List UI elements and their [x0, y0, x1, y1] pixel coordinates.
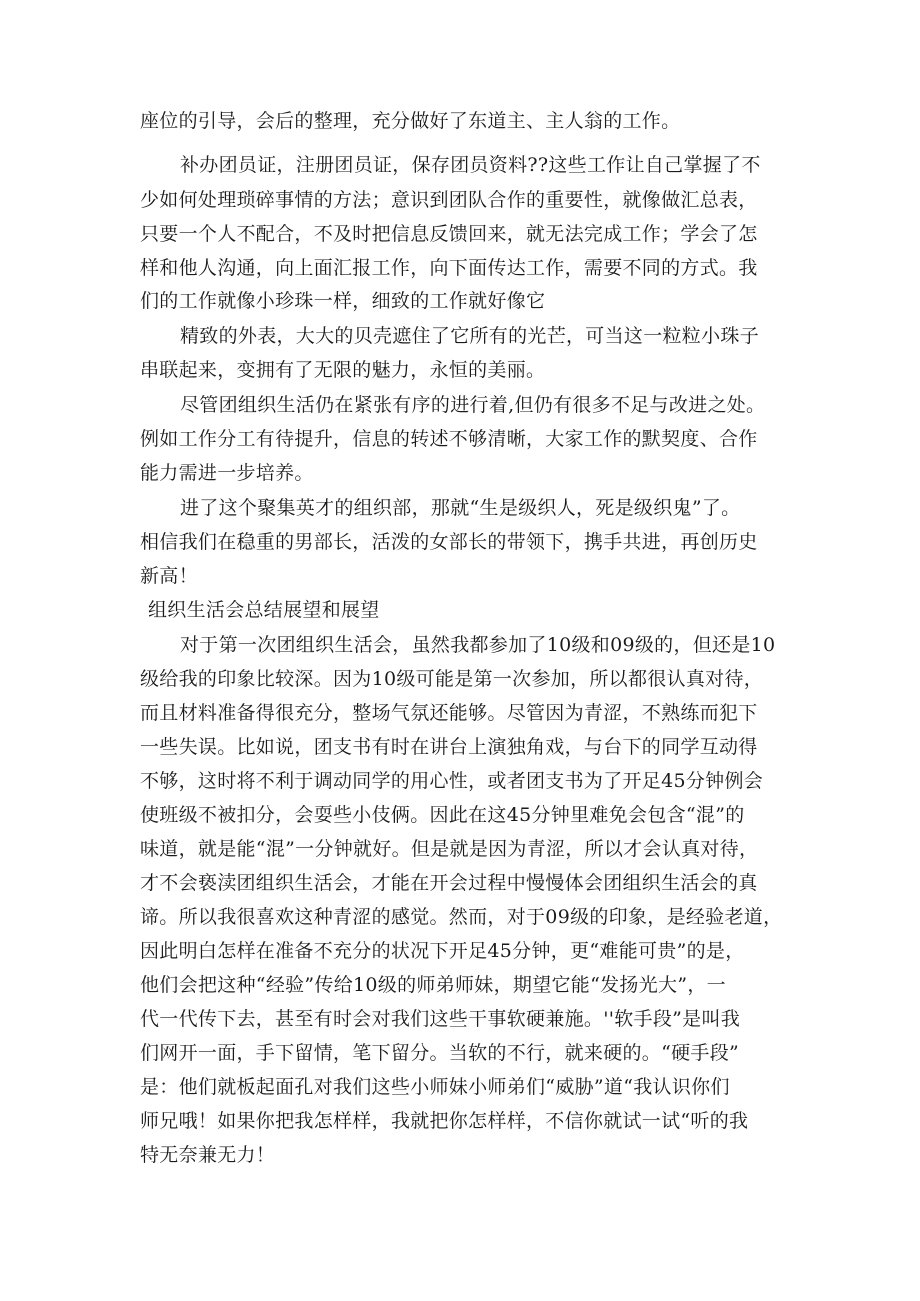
text-line: 而且材料准备得很充分，整场气氛还能够。尽管因为青涩，不熟练而犯下 — [140, 702, 758, 724]
text-line: 样和他人沟通，向上面汇报工作，向下面传达工作，需要不同的方式。我 — [140, 257, 758, 279]
paragraph-start-line: 补办团员证，注册团员证，保存团员资料??这些工作让自己掌握了不 — [180, 154, 761, 176]
text-line: 不够，这时将不利于调动同学的用心性，或者团支书为了开足45分钟例会 — [140, 770, 764, 792]
text-line: 相信我们在稳重的男部长，活泼的女部长的带领下，携手共进，再创历史 — [140, 531, 758, 553]
text-line: 座位的引导，会后的整理，充分做好了东道主、主人翁的工作。 — [140, 110, 681, 132]
text-line: 使班级不被扣分，会耍些小伎俩。因此在这45分钟里难免会包含“混”的 — [140, 804, 745, 826]
text-line: 能力需进一步培养。 — [140, 462, 314, 484]
text-line: 特无奈兼无力！ — [140, 1144, 276, 1166]
text-line: 因此明白怎样在准备不充分的状况下开足45分钟，更“难能可贵”的是， — [140, 940, 745, 962]
paragraph-start-line: 精致的外表，大大的贝壳遮住了它所有的光芒，可当这一粒粒小珠子 — [180, 325, 760, 347]
paragraph-start-line: 尽管团组织生活仍在紧张有序的进行着,但仍有很多不足与改进之处。 — [180, 394, 766, 416]
text-line: 味道，就是能“混”一分钟就好。但是就是因为青涩，所以才会认真对待， — [140, 838, 759, 860]
text-line: 谛。所以我很喜欢这种青涩的感觉。然而，对于09级的印象，是经验老道， — [140, 906, 783, 928]
text-line: 只要一个人不配合，不及时把信息反馈回来，就无法完成工作；学会了怎 — [140, 223, 758, 245]
text-line: 才不会亵渎团组织生活会，才能在开会过程中慢慢体会团组织生活会的真 — [140, 872, 758, 894]
text-line: 们网开一面，手下留情，笔下留分。当软的不行，就来硬的。“硬手段” — [140, 1042, 740, 1064]
text-line: 他们会把这种“经验”传给10级的师弟师妹，期望它能“发扬光大”，一 — [140, 974, 726, 996]
text-line: 例如工作分工有待提升，信息的转述不够清晰，大家工作的默契度、合作 — [140, 428, 758, 450]
paragraph-start-line: 对于第一次团组织生活会，虽然我都参加了10级和09级的，但还是10 — [180, 634, 776, 656]
text-line: 师兄哦！如果你把我怎样样，我就把你怎样样，不信你就试一试“听的我 — [140, 1110, 749, 1132]
text-line: 是：他们就板起面孔对我们这些小师妹小师弟们“威胁”道“我认识你们 — [140, 1076, 730, 1098]
text-line: 们的工作就像小珍珠一样，细致的工作就好像它 — [140, 290, 546, 312]
text-line: 少如何处理琐碎事情的方法；意识到团队合作的重要性，就像做汇总表， — [140, 189, 758, 211]
text-line: 级给我的印象比较深。因为10级可能是第一次参加，所以都很认真对待， — [140, 668, 764, 690]
text-line: 一些失误。比如说，团支书有时在讲台上演独角戏，与台下的同学互动得 — [140, 736, 758, 758]
paragraph-start-line: 进了这个聚集英才的组织部，那就“生是级织人，死是级织鬼”了。 — [180, 497, 741, 519]
text-line: 新高！ — [140, 565, 198, 587]
text-line: 串联起来，变拥有了无限的魅力，永恒的美丽。 — [140, 359, 546, 381]
section-heading: 组织生活会总结展望和展望 — [148, 599, 380, 621]
text-line: 代一代传下去，甚至有时会对我们这些干事软硬兼施。''软手段”是叫我 — [140, 1008, 741, 1030]
